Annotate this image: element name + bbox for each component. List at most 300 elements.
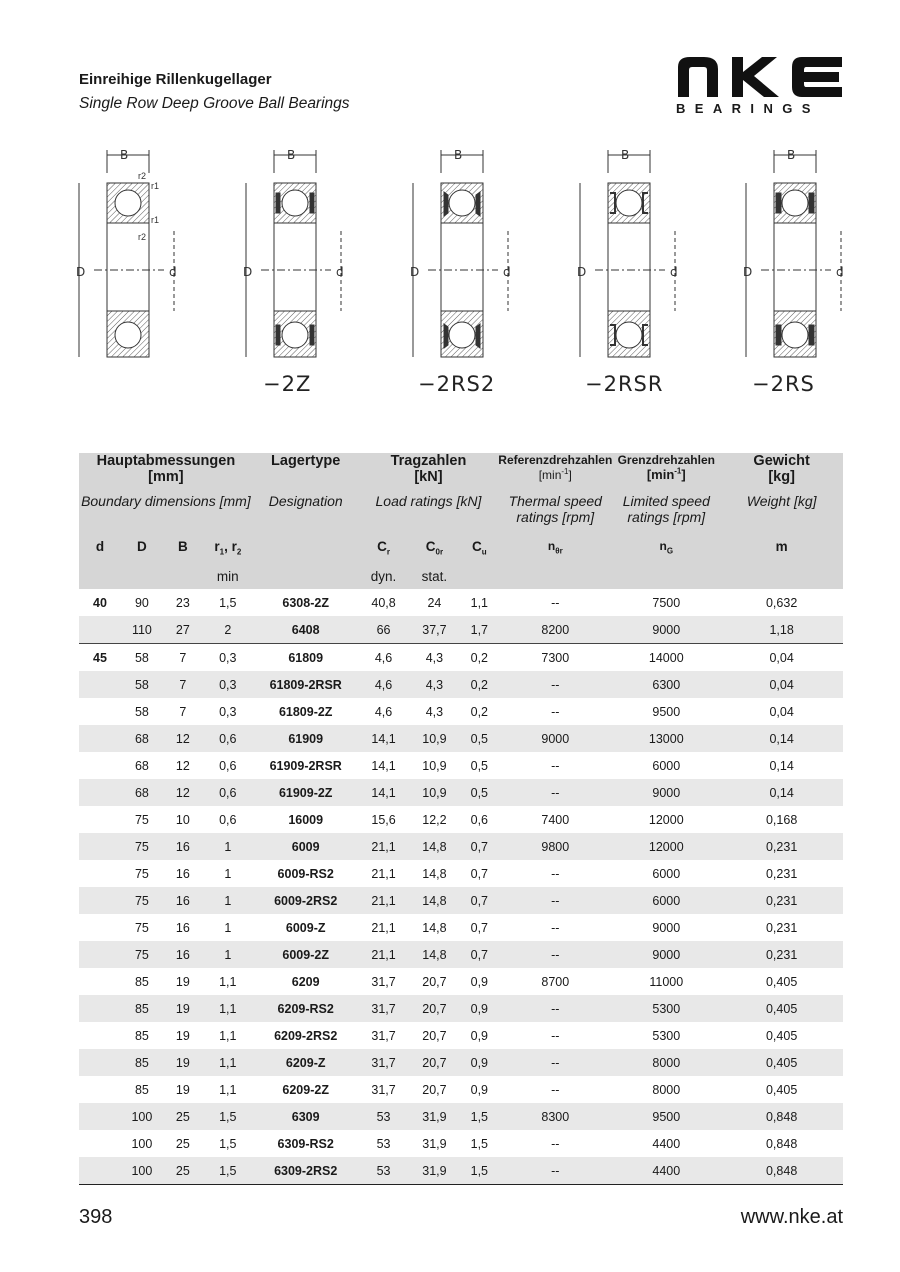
table-row	[79, 806, 843, 833]
cell-lim: 12000	[648, 812, 684, 827]
cell-cr: 4,6	[359, 671, 409, 698]
cell-ref: --	[551, 595, 560, 610]
col-B: B	[163, 539, 203, 569]
bearing-drawing-2rs	[741, 145, 851, 365]
cell-r: 0,3	[219, 704, 237, 719]
cell-r: 0,6	[203, 779, 253, 806]
cell-cr: 21,1	[359, 941, 409, 968]
cell-type: 6209-RS2	[253, 995, 359, 1022]
cell-lim: 5300	[612, 995, 720, 1022]
cell-c0r: 4,3	[409, 671, 461, 698]
svg-text:r2: r2	[138, 232, 147, 242]
cell-B: 16	[163, 833, 203, 860]
cell-m: 0,405	[720, 1049, 843, 1076]
cell-d: 40	[93, 595, 107, 610]
table-row	[79, 914, 843, 941]
variant-label-2rs: −2RS	[752, 372, 815, 396]
header-weight: Gewicht [kg]	[720, 453, 843, 493]
cell-cr: 31,7	[371, 974, 396, 989]
cell-d: 45	[93, 650, 107, 665]
svg-text:B: B	[621, 148, 630, 162]
cell-m: 0,04	[769, 650, 794, 665]
cell-m: 1,18	[720, 616, 843, 644]
cell-type: 6209-2Z	[282, 1082, 329, 1097]
cell-r: 1,5	[203, 1157, 253, 1185]
cell-d	[79, 914, 121, 941]
svg-text:B: B	[454, 148, 463, 162]
cell-ref: 9800	[498, 833, 612, 860]
cell-type: 6209-Z	[253, 1049, 359, 1076]
table-row	[79, 1076, 843, 1103]
cell-d	[79, 1022, 121, 1049]
cell-c0r: 20,7	[409, 1049, 461, 1076]
header-lim-en: Limited speed ratings [rpm]	[612, 493, 720, 539]
cell-lim: 9000	[612, 941, 720, 968]
cell-m: 0,231	[720, 941, 843, 968]
col-D: D	[121, 539, 163, 569]
cell-cr: 4,6	[374, 650, 393, 665]
cell-B: 25	[163, 1103, 203, 1130]
cell-m: 0,405	[765, 1082, 798, 1097]
cell-d	[79, 860, 121, 887]
cell-B: 12	[163, 725, 203, 752]
svg-text:B: B	[120, 148, 129, 162]
table-row	[79, 779, 843, 806]
cell-ref: --	[498, 1049, 612, 1076]
cell-c0r: 14,8	[409, 887, 461, 914]
svg-text:D: D	[410, 265, 420, 279]
cell-cu: 1,5	[460, 1103, 498, 1130]
svg-text:d: d	[336, 265, 344, 279]
table-row	[79, 887, 843, 914]
bearing-drawing-2rsr	[575, 145, 685, 365]
cell-type: 6009-Z	[285, 920, 326, 935]
header-row-en	[79, 493, 843, 539]
cell-m: 0,405	[720, 995, 843, 1022]
cell-cr: 66	[359, 616, 409, 644]
col-c0r: $C_{0r}$	[409, 539, 461, 569]
bearing-drawing-2rs2	[408, 145, 518, 365]
cell-type: 6209	[291, 974, 320, 989]
cell-c0r: 20,7	[422, 974, 447, 989]
cell-type: 6009-2RS2	[253, 887, 359, 914]
cell-lim: 4400	[652, 1136, 681, 1151]
cell-type: 6309	[253, 1103, 359, 1130]
cell-c0r: 20,7	[409, 995, 461, 1022]
cell-cr: 14,1	[371, 758, 396, 773]
cell-lim: 7500	[652, 595, 681, 610]
cell-d	[79, 806, 121, 833]
cell-d	[79, 1103, 121, 1130]
cell-ref: 9000	[498, 725, 612, 752]
cell-ref: --	[498, 941, 612, 968]
header-ref-en: Thermal speed ratings [rpm]	[498, 493, 612, 539]
cell-B: 19	[175, 974, 190, 989]
cell-cu: 1,5	[470, 1136, 489, 1151]
cell-r: 1,1	[203, 995, 253, 1022]
cell-lim: 8000	[652, 1082, 681, 1097]
cell-c0r: 14,8	[422, 920, 447, 935]
col-cr-sub: dyn.	[359, 569, 409, 589]
cell-B: 10	[175, 812, 190, 827]
cell-m: 0,405	[765, 1028, 798, 1043]
cell-c0r: 14,8	[422, 866, 447, 881]
cell-c0r: 14,8	[409, 833, 461, 860]
cell-c0r: 10,9	[409, 779, 461, 806]
cell-r: 0,3	[203, 671, 253, 698]
cell-type: 6209-2RS2	[274, 1028, 338, 1043]
col-nthr: $n_{\theta r}$	[498, 539, 612, 569]
cell-c0r: 31,9	[409, 1157, 461, 1185]
cell-d	[79, 698, 121, 725]
cell-B: 16	[175, 920, 190, 935]
cell-cr: 53	[359, 1103, 409, 1130]
svg-text:d: d	[836, 265, 844, 279]
cell-type: 16009	[288, 812, 324, 827]
cell-type: 61909	[253, 725, 359, 752]
cell-ref: --	[551, 920, 560, 935]
table-row	[79, 644, 843, 672]
bearing-drawing-open	[74, 145, 184, 365]
table-row	[79, 860, 843, 887]
cell-ref: --	[498, 995, 612, 1022]
cell-B: 19	[175, 1082, 190, 1097]
cell-r: 1,1	[219, 1082, 237, 1097]
cell-D: 85	[134, 974, 149, 989]
cell-cu: 0,7	[460, 941, 498, 968]
cell-ref: 8700	[541, 974, 570, 989]
variant-label-2rsr: −2RSR	[585, 372, 664, 396]
cell-cr: 53	[359, 1157, 409, 1185]
cell-B: 12	[175, 758, 190, 773]
cell-B: 25	[175, 1136, 190, 1151]
cell-cu: 0,5	[460, 725, 498, 752]
cell-c0r: 4,3	[425, 704, 444, 719]
cell-B: 19	[163, 995, 203, 1022]
svg-text:D: D	[577, 265, 587, 279]
cell-cu: 0,6	[470, 812, 489, 827]
col-type	[253, 539, 359, 569]
cell-r: 1	[203, 941, 253, 968]
cell-cu: 0,2	[470, 704, 489, 719]
cell-B: 16	[175, 866, 190, 881]
cell-cu: 0,7	[470, 920, 489, 935]
cell-m: 0,231	[720, 833, 843, 860]
cell-c0r: 24	[427, 595, 442, 610]
cell-m: 0,848	[765, 1136, 798, 1151]
cell-d	[79, 752, 121, 779]
variant-label-2z: −2Z	[263, 372, 312, 396]
cell-cu: 0,2	[460, 671, 498, 698]
cell-m: 0,168	[765, 812, 798, 827]
cell-D: 90	[134, 595, 149, 610]
col-cr: $C_r$	[359, 539, 409, 569]
cell-c0r: 10,9	[422, 758, 447, 773]
cell-D: 58	[134, 650, 149, 665]
header-row-de	[79, 453, 843, 493]
cell-r: 1	[203, 887, 253, 914]
cell-r: 0,3	[219, 650, 237, 665]
cell-d	[79, 941, 121, 968]
cell-ref: --	[551, 758, 560, 773]
cell-type: 6408	[253, 616, 359, 644]
table-row	[79, 1022, 843, 1049]
table-row	[79, 1103, 843, 1130]
cell-D: 85	[121, 1049, 163, 1076]
cell-lim: 9000	[612, 616, 720, 644]
cell-lim: 6000	[612, 887, 720, 914]
cell-d	[79, 833, 121, 860]
cell-cr: 15,6	[371, 812, 396, 827]
cell-type: 61809-2RSR	[253, 671, 359, 698]
svg-text:d: d	[169, 265, 177, 279]
header-main-dims-en: Boundary dimensions [mm]	[79, 493, 253, 539]
cell-B: 23	[175, 595, 190, 610]
cell-ref: 7300	[541, 650, 570, 665]
cell-m: 0,231	[720, 887, 843, 914]
cell-lim: 14000	[648, 650, 684, 665]
cell-m: 0,848	[720, 1103, 843, 1130]
table-row	[79, 725, 843, 752]
cell-d	[79, 995, 121, 1022]
cell-type: 6009-RS2	[277, 866, 334, 881]
cell-type: 61809-2Z	[278, 704, 333, 719]
cell-type: 6308-2Z	[282, 595, 329, 610]
cell-d	[79, 968, 121, 995]
cell-m: 0,14	[720, 779, 843, 806]
cell-c0r: 20,7	[422, 1028, 447, 1043]
table-row	[79, 833, 843, 860]
cell-ref: --	[551, 866, 560, 881]
cell-B: 27	[163, 616, 203, 644]
cell-ref: --	[498, 779, 612, 806]
page-title-en: Single Row Deep Groove Ball Bearings	[79, 95, 350, 112]
table-row	[79, 1130, 843, 1157]
cell-d	[79, 1157, 121, 1185]
cell-D: 75	[121, 833, 163, 860]
cell-cr: 21,1	[371, 920, 396, 935]
variant-label-2rs2: −2RS2	[418, 372, 496, 396]
cell-B: 16	[163, 941, 203, 968]
col-r-sub: min	[203, 569, 253, 589]
cell-lim: 6300	[612, 671, 720, 698]
cell-cr: 14,1	[359, 779, 409, 806]
svg-text:D: D	[76, 265, 86, 279]
table-row	[79, 752, 843, 779]
header-load-en: Load ratings [kN]	[359, 493, 499, 539]
col-c0r-sub: stat.	[409, 569, 461, 589]
cell-lim: 6000	[652, 758, 681, 773]
svg-text:r1: r1	[151, 181, 160, 191]
cell-cu: 0,5	[470, 758, 489, 773]
website-url: www.nke.at	[740, 1206, 843, 1228]
cell-ref: --	[551, 704, 560, 719]
table-row	[79, 616, 843, 644]
cell-D: 75	[121, 941, 163, 968]
cell-m: 0,231	[765, 920, 798, 935]
cell-B: 7	[179, 650, 187, 665]
svg-text:d: d	[503, 265, 511, 279]
col-d: d	[79, 539, 121, 569]
cell-D: 68	[121, 725, 163, 752]
cell-B: 19	[175, 1028, 190, 1043]
table-row	[79, 1049, 843, 1076]
cell-cr: 21,1	[371, 866, 396, 881]
cell-c0r: 4,3	[425, 650, 444, 665]
cell-ref: --	[551, 1082, 560, 1097]
col-m: m	[720, 539, 843, 569]
cell-m: 0,405	[765, 974, 798, 989]
cell-c0r: 14,8	[409, 941, 461, 968]
cell-D: 75	[134, 920, 149, 935]
cell-type: 61909-2Z	[253, 779, 359, 806]
cell-cr: 40,8	[371, 595, 396, 610]
cell-d	[79, 1130, 121, 1157]
cell-r: 1,1	[203, 1049, 253, 1076]
cell-lim: 11000	[649, 974, 684, 989]
header-load: Tragzahlen [kN]	[359, 453, 499, 493]
cell-c0r: 31,9	[422, 1136, 447, 1151]
cell-m: 0,632	[765, 595, 798, 610]
cell-cu: 0,7	[460, 833, 498, 860]
svg-text:d: d	[670, 265, 678, 279]
cell-ref: 8200	[498, 616, 612, 644]
cell-type: 6309-2RS2	[253, 1157, 359, 1185]
bearing-drawing-2z	[241, 145, 351, 365]
cell-type: 6009	[253, 833, 359, 860]
cell-d	[79, 616, 121, 644]
nke-logo-mark	[676, 55, 844, 99]
page-title-de: Einreihige Rillenkugellager	[79, 71, 272, 88]
cell-ref: --	[498, 887, 612, 914]
header-type-en: Designation	[253, 493, 359, 539]
cell-D: 58	[134, 704, 149, 719]
cell-r: 1	[203, 833, 253, 860]
cell-d	[79, 671, 121, 698]
col-ng: $n_G$	[612, 539, 720, 569]
nke-logo	[676, 55, 844, 121]
cell-cr: 21,1	[359, 887, 409, 914]
cell-lim: 9000	[612, 779, 720, 806]
header-lim-speed: Grenzdrehzahlen $[\min^{-1}]$	[612, 453, 720, 493]
cell-type: 6309-RS2	[277, 1136, 334, 1151]
cell-c0r: 37,7	[409, 616, 461, 644]
cell-r: 1,5	[219, 595, 237, 610]
cell-lim: 9500	[652, 704, 681, 719]
cell-ref: --	[498, 671, 612, 698]
cell-r: 1,1	[219, 974, 237, 989]
cell-lim: 4400	[612, 1157, 720, 1185]
col-cu: $C_u$	[460, 539, 498, 569]
cell-cr: 31,7	[371, 1082, 396, 1097]
cell-d	[79, 1076, 121, 1103]
cell-m: 0,14	[720, 725, 843, 752]
cell-cu: 1,1	[470, 595, 489, 610]
cell-cu: 0,9	[470, 1082, 489, 1097]
cell-m: 0,848	[720, 1157, 843, 1185]
cell-B: 25	[163, 1157, 203, 1185]
logo-subtitle: BEARINGS	[676, 101, 820, 116]
cell-B: 19	[163, 1049, 203, 1076]
cell-cr: 31,7	[359, 995, 409, 1022]
cell-cu: 0,5	[460, 779, 498, 806]
cell-cu: 0,9	[460, 1049, 498, 1076]
cell-cu: 1,5	[460, 1157, 498, 1185]
cell-r: 1,5	[219, 1136, 237, 1151]
cell-lim: 13000	[612, 725, 720, 752]
cell-m: 0,04	[720, 671, 843, 698]
header-weight-en: Weight [kg]	[720, 493, 843, 539]
cell-c0r: 20,7	[422, 1082, 447, 1097]
table-body	[79, 589, 843, 1185]
cell-c0r: 10,9	[409, 725, 461, 752]
cell-cr: 31,7	[359, 1049, 409, 1076]
table-row	[79, 698, 843, 725]
cell-lim: 9000	[652, 920, 681, 935]
cell-ref: --	[551, 1136, 560, 1151]
cell-cu: 0,9	[470, 1028, 489, 1043]
table-row	[79, 941, 843, 968]
cell-B: 12	[163, 779, 203, 806]
cell-m: 0,04	[769, 704, 794, 719]
cell-lim: 8000	[612, 1049, 720, 1076]
cell-D: 100	[121, 1103, 163, 1130]
cell-cu: 0,7	[470, 866, 489, 881]
cell-cr: 4,6	[374, 704, 393, 719]
cell-B: 7	[163, 671, 203, 698]
table-row	[79, 589, 843, 616]
cell-cr: 14,1	[359, 725, 409, 752]
cell-D: 85	[121, 995, 163, 1022]
cell-ref: --	[498, 1157, 612, 1185]
cell-r: 0,6	[219, 812, 237, 827]
cell-D: 75	[121, 887, 163, 914]
cell-d	[79, 779, 121, 806]
cell-r: 1	[224, 920, 232, 935]
cell-type: 6009-2Z	[253, 941, 359, 968]
cell-cr: 31,7	[371, 1028, 396, 1043]
table-row	[79, 968, 843, 995]
header-type: Lagertype	[253, 453, 359, 493]
cell-cu: 0,2	[470, 650, 489, 665]
header-row-sub	[79, 569, 843, 589]
cell-c0r: 31,9	[409, 1103, 461, 1130]
cell-lim: 9500	[612, 1103, 720, 1130]
header-ref-speed: Referenzdrehzahlen $[\min^{-1}]$	[498, 453, 612, 493]
cell-d	[79, 887, 121, 914]
cell-D: 110	[121, 616, 163, 644]
cell-cu: 0,9	[460, 995, 498, 1022]
cell-r: 1,1	[219, 1028, 237, 1043]
cell-type: 61809	[288, 650, 324, 665]
svg-text:B: B	[287, 148, 296, 162]
cell-m: 0,14	[769, 758, 794, 773]
cell-D: 85	[134, 1082, 149, 1097]
cell-D: 68	[134, 758, 149, 773]
cell-r: 0,6	[203, 725, 253, 752]
cell-lim: 5300	[652, 1028, 681, 1043]
header-main-dims: Hauptabmessungen [mm]	[79, 453, 253, 493]
cell-r: 2	[203, 616, 253, 644]
bearing-spec-table	[79, 453, 843, 1185]
cell-r: 0,6	[219, 758, 237, 773]
cell-B: 16	[163, 887, 203, 914]
cell-lim: 12000	[612, 833, 720, 860]
cell-cu: 0,7	[460, 887, 498, 914]
svg-text:r1: r1	[151, 215, 160, 225]
cell-type: 61909-2RSR	[269, 758, 342, 773]
cell-ref: --	[551, 1028, 560, 1043]
